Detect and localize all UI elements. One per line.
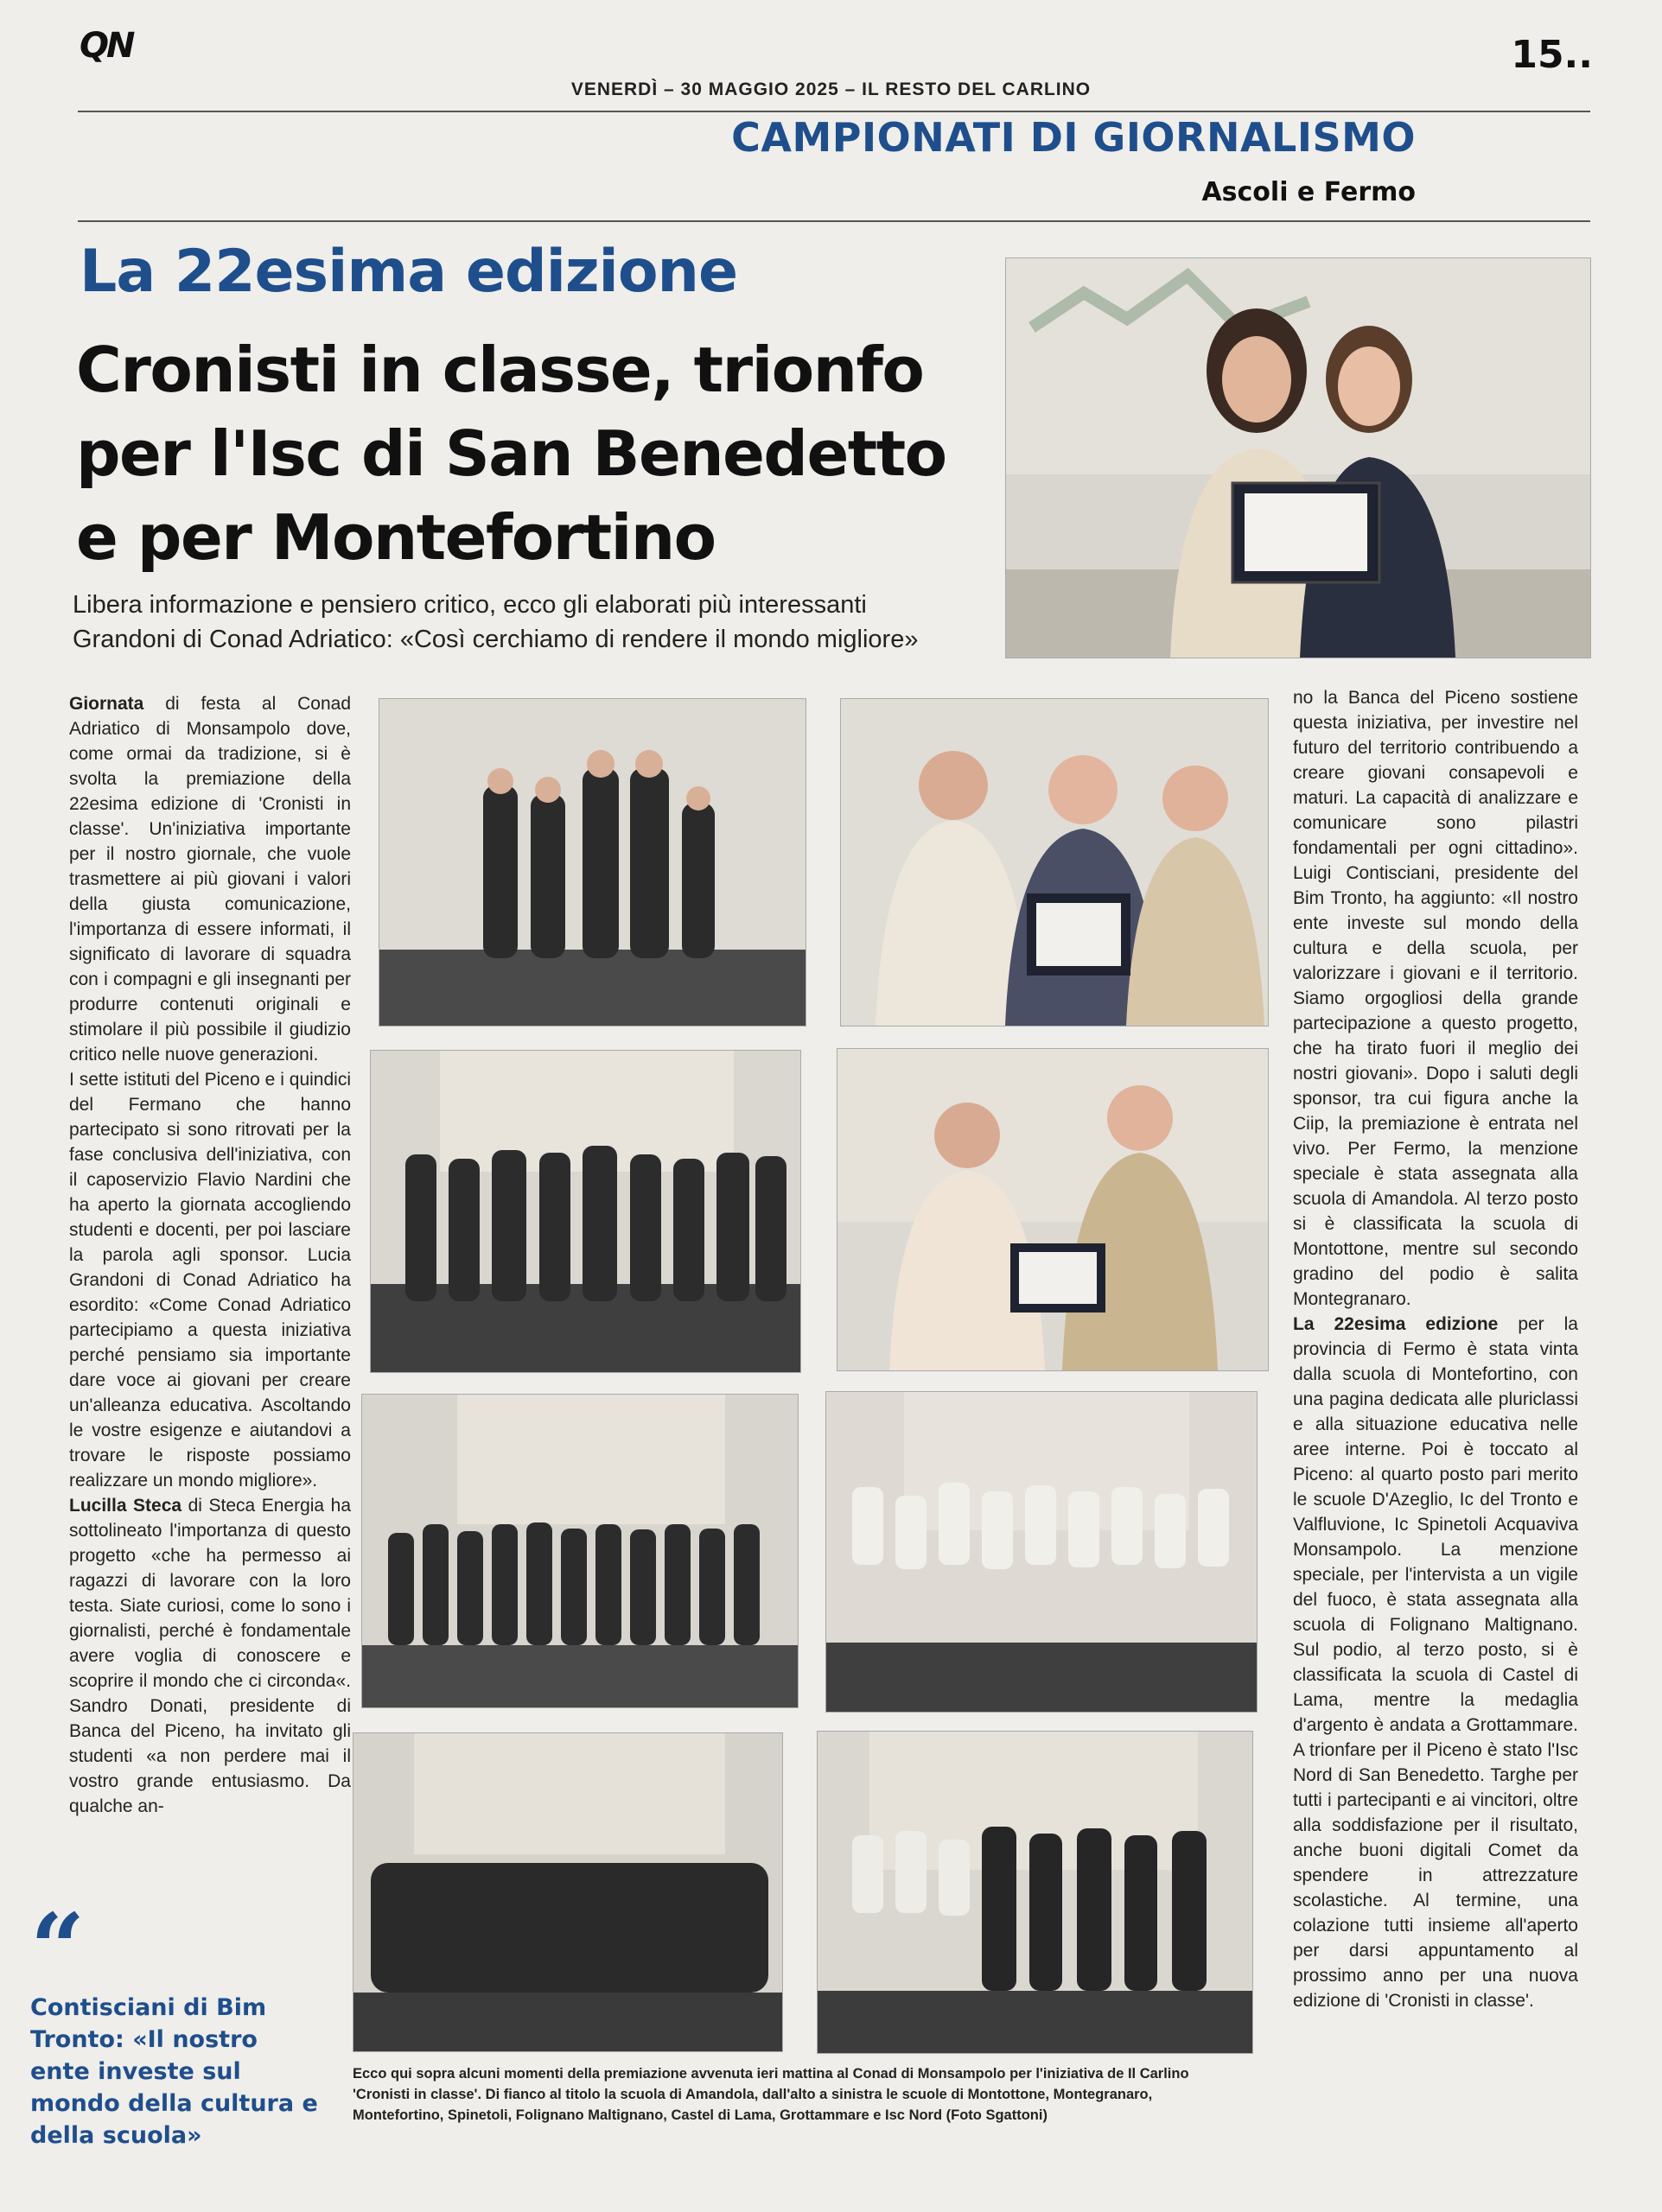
quote-mark: “ <box>30 1892 86 2004</box>
section-subtitle: Ascoli e Fermo <box>1201 177 1416 207</box>
col1-lead-name: Lucilla Steca <box>69 1496 182 1516</box>
photo-spinetoli <box>837 1048 1269 1371</box>
photo-montefortino-image <box>371 1051 800 1372</box>
article-subhead <box>73 588 989 657</box>
photo-montegranaro-image <box>841 699 1268 1026</box>
photo-amandola-image <box>1006 258 1590 658</box>
col1-text-3: di Steca Energia ha sottolineato l'importanza di questo progetto «che ha permesso ai ragazzi di lavorare con la loro testa. Siate curiosi, come lo sono i giornalisti, perché è fondamentale avere voglia di conoscere e scoprire il mondo che ci circonda«. Sandro Donati, presidente di Banca del Piceno, ha invitato gli studenti «a non perdere mai il vostro grande entusiasmo. Da qualche an- <box>69 1496 352 1816</box>
photo-caption: Ecco qui sopra alcuni momenti della premiazione avvenuta ieri mattina al Conad di Monsampolo per l'iniziativa de Il Carlino 'Cronisti in classe'. Di fianco al titolo la scuola di Amandola, dall'alto a sinistra le scuole di Montottone, Montegranaro, Montefortino, Spinetoli, Folignano Maltignano, Castel di Lama, Grottammare e Isc Nord (Foto Sgattoni) <box>353 2066 1189 2123</box>
col3-paragraph-1: no la Banca del Piceno sostiene questa iniziativa, per investire nel futuro del territorio contribuendo a creare giovani consapevoli e maturi. La capacità di analizzare e comunicare sono pilastri fondamentali per ogni cittadino». Luigi Contisciani, presidente del Bim Tronto, ha aggiunto: «Il nostro ente investe sul mondo della cultura e della scuola, per valorizzare i giovani e il territorio. Siamo orgogliosi della grande partecipazione a questo progetto, che ha tirato fuori il meglio dei nostri giovani». Dopo i saluti degli sponsor, tra cui figura anche la Ciip, la premiazione è entrata nel vivo. Per Fermo, la menzione speciale è stata assegnata alla scuola di Amandola. Al terzo posto si è classificata la scuola di Montottone, mentre sul secondo gradino del podio è salita Montegranaro. <box>1293 688 1578 1309</box>
photo-folignano-image <box>362 1395 798 1707</box>
top-rule <box>78 111 1590 112</box>
quote-text: Contisciani di Bim Tronto: «Il nostro ente investe sul mondo della cultura e della scuola» <box>30 1994 318 2149</box>
photo-montottone-image <box>379 699 806 1026</box>
pull-quote <box>30 1892 324 2152</box>
col1-paragraph-3 <box>69 1493 351 1819</box>
photo-montottone <box>379 698 806 1027</box>
photo-spinetoli-image <box>837 1049 1268 1370</box>
photo-isc-nord-image <box>818 1732 1252 2053</box>
col3-lead-phrase: La 22esima edizione <box>1293 1314 1499 1334</box>
section-rule <box>78 220 1590 222</box>
photo-castel-di-lama <box>825 1391 1258 1713</box>
col1-paragraph-2: I sette istituti del Piceno e i quindici del Fermano che hanno partecipato si sono ritrovati per la fase conclusiva dell'iniziativa, con il caposervizio Flavio Nardini che ha aperto la giornata accogliendo studenti e docenti, per poi lasciare la parola agli sponsor. Lucia Grandoni di Conad Adriatico ha esordito: «Come Conad Adriatico partecipiamo a questa iniziativa perché pensiamo sia importante dare voce ai giovani per creare un'alleanza educativa. Ascoltando le vostre esigenze e aiutandovi a trovare le risposte possiamo realizzare un mondo migliore». <box>69 1070 351 1491</box>
col3-text-2: per la provincia di Fermo è stata vinta dalla scuola di Montefortino, con una pagina dedicata alle pluriclassi e alla situazione educativa nelle aree interne. Poi è toccato al Piceno: al quarto posto pari merito le scuole D'Azeglio, Ic del Tronto e Valfluvione, Ic Spinetoli Acquaviva Monsampolo. La menzione speciale, per l'intervista a un vigile del fuoco, è stata assegnata alla scuola di Folignano Maltignano. Sul podio, al terzo posto, si è classificata la scuola di Castel di Lama, mentre la medaglia d'argento è andata a Grottammare. A trionfare per il Piceno è stato l'Isc Nord di San Benedetto. Targhe per tutti i partecipanti e ai vincitori, oltre alla soddisfazione per il risultato, anche buoni digitali Comet da spendere in attrezzature scolastiche. Al termine, una colazione tutti insieme all'aperto per darsi appuntamento al prossimo anno per una nuova edizione di 'Cronisti in classe'. <box>1293 1314 1578 2011</box>
newspaper-logo: QN <box>80 26 133 66</box>
subhead-line-2: Grandoni di Conad Adriatico: «Così cerchiamo di rendere il mondo migliore» <box>73 626 919 653</box>
article-column-1 <box>69 691 351 1819</box>
page-number: 15.. <box>1511 33 1593 77</box>
article-headline: Cronisti in classe, trionfo per l'Isc di San Benedetto e per Montefortino <box>76 334 946 574</box>
article-column-3 <box>1293 685 1578 2013</box>
photo-grottammare <box>353 1732 783 2052</box>
article-kicker: La 22esima edizione <box>80 238 738 306</box>
photo-grottammare-image <box>353 1733 782 2051</box>
photo-amandola <box>1005 257 1591 658</box>
col1-text-1: di festa al Conad Adriatico di Monsampolo dove, come ormai da tradizione, si è svolta la premiazione della 22esima edizione di 'Cronisti in classe'. Un'iniziativa importante per il nostro giornale, che vuole trasmettere ai più giovani i valori della giusta comunicazione, l'importanza di essere informati, il significato di lavorare di squadra con i compagni e gli insegnanti per produrre contenuti originali e stimolare il più possibile il giudizio critico nelle nuove generazioni. <box>69 694 351 1065</box>
photo-montefortino <box>370 1050 801 1373</box>
photo-montegranaro <box>840 698 1269 1027</box>
section-title: CAMPIONATI DI GIORNALISMO <box>731 114 1416 161</box>
photo-isc-nord <box>817 1731 1253 2054</box>
dateline: VENERDÌ – 30 MAGGIO 2025 – IL RESTO DEL CARLINO <box>570 79 1092 99</box>
col1-lead-word: Giornata <box>69 694 144 714</box>
photo-castel-di-lama-image <box>826 1392 1257 1712</box>
subhead-line-1: Libera informazione e pensiero critico, ecco gli elaborati più interessanti <box>73 591 867 619</box>
col3-paragraph-2 <box>1293 1312 1578 2013</box>
col1-paragraph-1 <box>69 691 351 1067</box>
photo-folignano-maltignano <box>361 1394 799 1708</box>
